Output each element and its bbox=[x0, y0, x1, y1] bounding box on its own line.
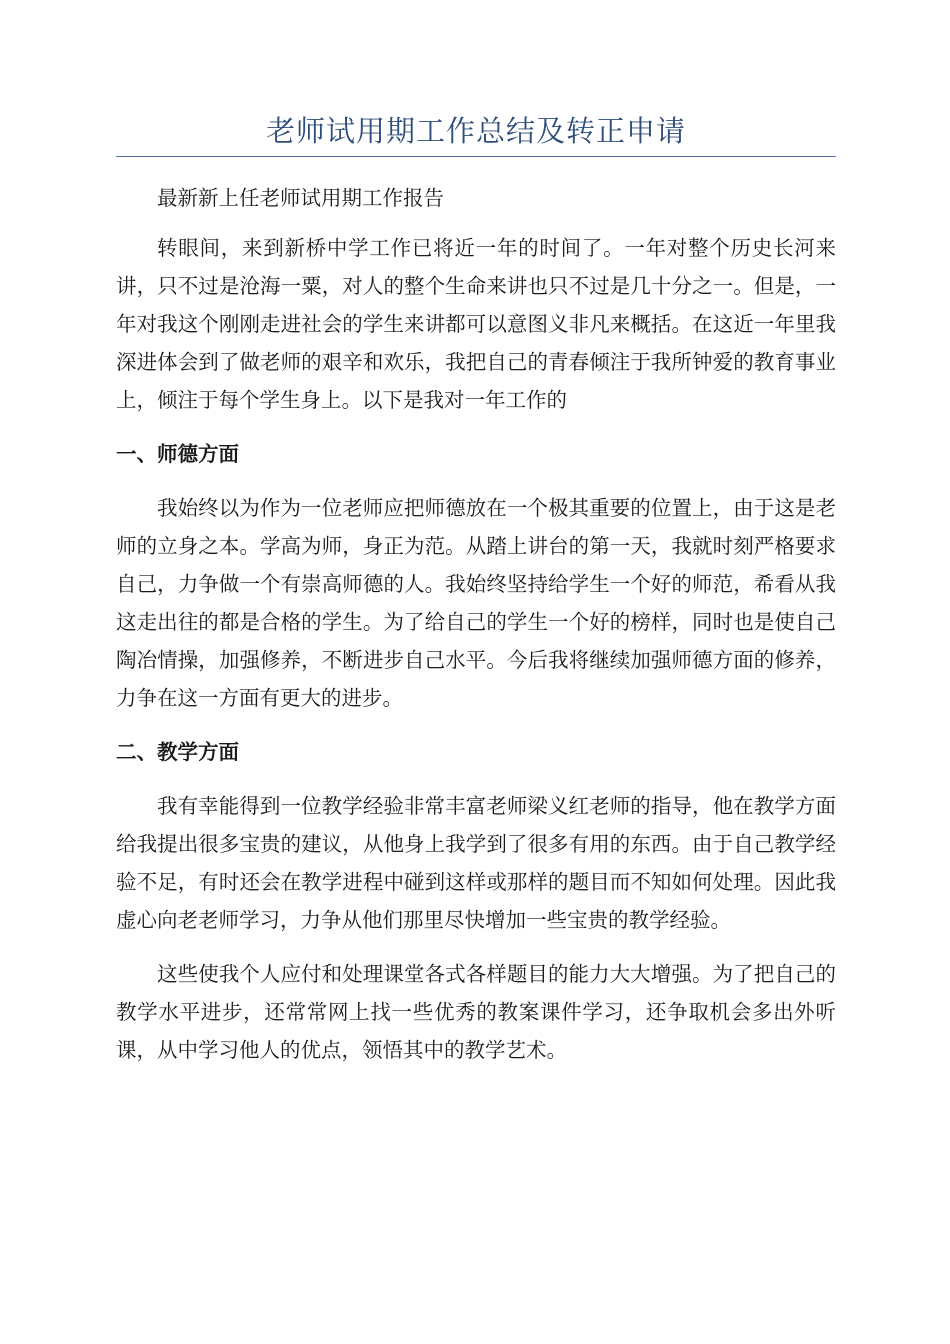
teaching-paragraph-2: 这些使我个人应付和处理课堂各式各样题目的能力大大增强。为了把自己的教学水平进步，还常常网上找一些优秀的教案课件学习，还争取机会多出外听课，从中学习他人的优点，领悟其中的教学艺术。 bbox=[116, 962, 836, 1062]
ethics-paragraph: 我始终以为作为一位老师应把师德放在一个极其重要的位置上，由于这是老师的立身之本。学高为师，身正为范。从踏上讲台的第一天，我就时刻严格要求自己，力争做一个有崇高师德的人。我始终坚持给学生一个好的师范，希看从我这走出往的都是合格的学生。为了给自己的学生一个好的榜样，同时也是使自己陶冶情操，加强修养，不断进步自己水平。今后我将继续加强师德方面的修养，力争在这一方面有更大的进步。 bbox=[116, 496, 836, 710]
intro-paragraph: 转眼间，来到新桥中学工作已将近一年的时间了。一年对整个历史长河来讲，只不过是沧海一粟，对人的整个生命来讲也只不过是几十分之一。但是，一年对我这个刚刚走进社会的学生来讲都可以意图义非凡来概括。在这近一年里我深进体会到了做老师的艰辛和欢乐，我把自己的青春倾注于我所钟爱的教育事业上，倾注于每个学生身上。以下是我对一年工作的 bbox=[116, 236, 836, 412]
section-heading-teaching: 二、教学方面 bbox=[116, 740, 239, 764]
document-title: 老师试用期工作总结及转正申请 bbox=[265, 114, 686, 148]
document-page bbox=[116, 108, 836, 1085]
section-heading-ethics: 一、师德方面 bbox=[116, 442, 239, 466]
teaching-paragraph-1: 我有幸能得到一位教学经验非常丰富老师梁义红老师的指导，他在教学方面给我提出很多宝贵的建议，从他身上我学到了很多有用的东西。由于自己教学经验不足，有时还会在教学进程中碰到这样或那样的题目而不知如何处理。因此我虚心向老老师学习，力争从他们那里尽快增加一些宝贵的教学经验。 bbox=[116, 794, 836, 932]
title-underline bbox=[116, 156, 836, 157]
document-subtitle: 最新新上任老师试用期工作报告 bbox=[157, 186, 444, 210]
